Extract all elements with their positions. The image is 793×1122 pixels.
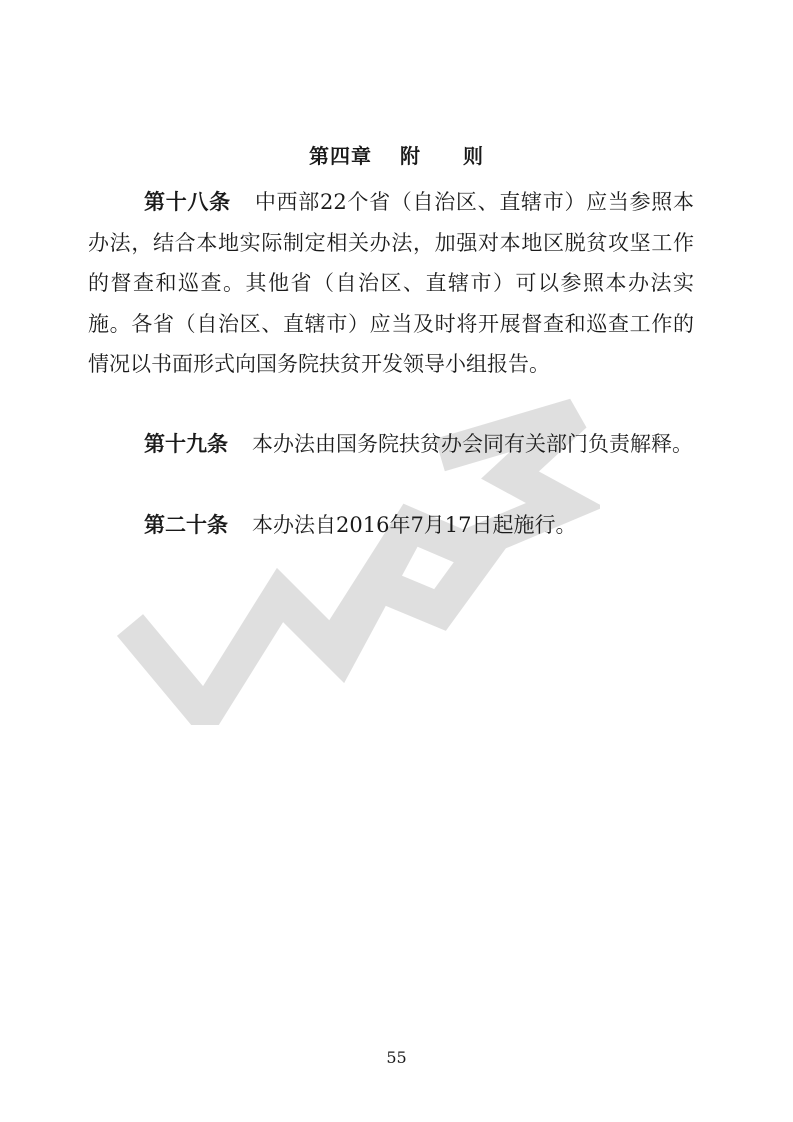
article-19 [88, 424, 694, 465]
article-20 [88, 505, 694, 546]
chapter-number: 第四章 [309, 144, 372, 168]
chapter-title-char-1: 附 [400, 144, 421, 168]
article-text: 中西部22个省（自治区、直辖市）应当参照本办法，结合本地实际制定相关办法，加强对本地区脱贫攻坚工作的督查和巡查。其他省（自治区、直辖市）可以参照本办法实施。各省（自治区、直辖市）应当及时将开展督查和巡查工作的情况以书面形式向国务院扶贫开发领导小组报告。 [88, 190, 695, 376]
chapter-heading [0, 140, 793, 169]
article-label: 第二十条 [144, 513, 228, 537]
article-text: 本办法由国务院扶贫办会同有关部门负责解释。 [252, 432, 693, 456]
article-text: 本办法自2016年7月17日起施行。 [252, 513, 577, 537]
page-number: 55 [386, 1048, 407, 1067]
article-18 [88, 182, 694, 385]
chapter-title-char-2: 则 [463, 144, 484, 168]
article-label: 第十八条 [144, 190, 231, 214]
article-label: 第十九条 [144, 432, 228, 456]
